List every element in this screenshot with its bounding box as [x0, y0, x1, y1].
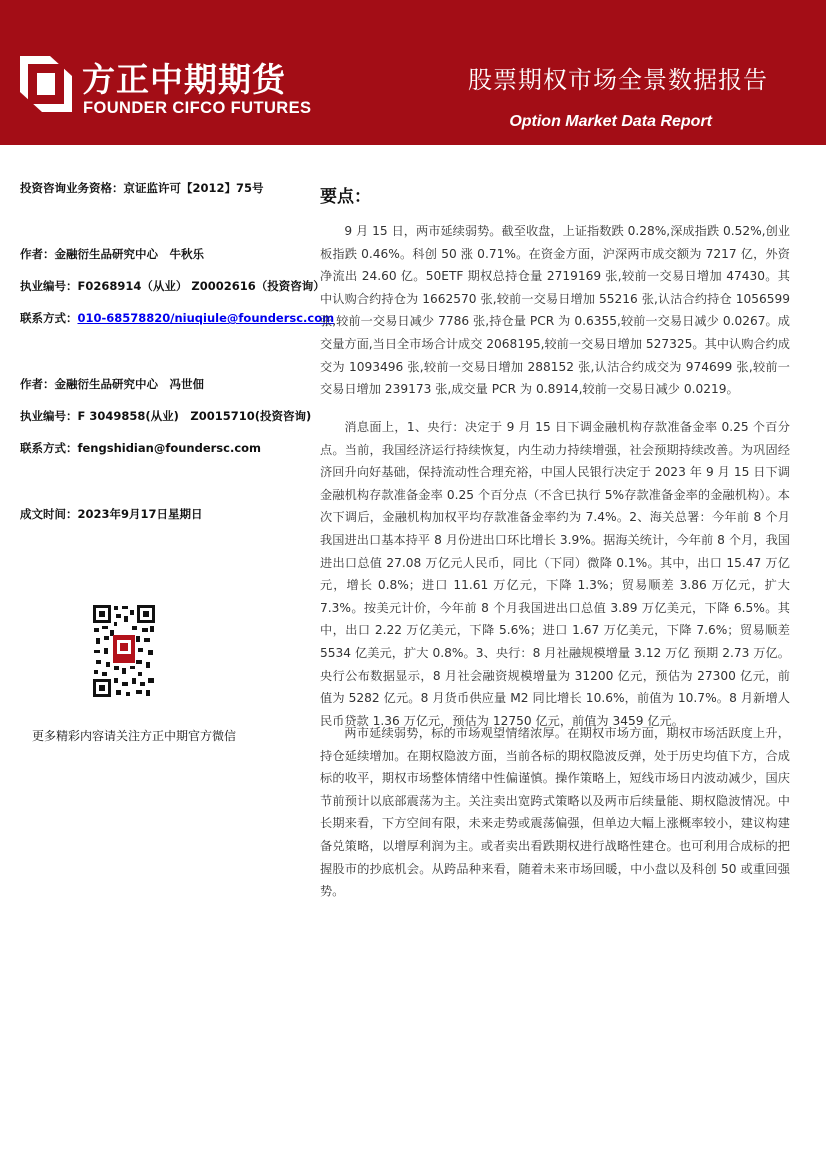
report-date: 成文时间：2023年9月17日星期日	[20, 507, 203, 521]
brand-name-en: FOUNDER CIFCO FUTURES	[83, 99, 312, 117]
section-title: 要点：	[320, 187, 371, 207]
qr-caption: 更多精彩内容请关注方正中期官方微信	[32, 729, 237, 743]
author2-name: 作者：金融衍生品研究中心 冯世佃	[20, 377, 204, 391]
author1-contact-label: 联系方式：	[20, 311, 78, 325]
strategy-paragraph: 两市延续弱势，标的市场观望情绪浓厚。在期权市场方面，期权市场活跃度上升，持仓延续增加。在期权隐波方面，当前各标的期权隐波反弹，处于历史均值下方，合成标的收平，期权市场整体情绪中性偏谨慎。操作策略上，短线市场日内波动减少，国庆节前预计以底部震荡为主。关注卖出宽跨式策略以及两市后续量能、期权隐波情况。中长期来看，下方空间有限，未来走势或震荡偏强，但单边大幅上涨概率较小，建议构建备兑策略，以增厚利润为主。或者卖出看跌期权进行战略性建仓。也可利用合成标的把握股市的抄底机会。从跨品种来看，随着未来市场回暖，中小盘以及科创 50 或重回强势。	[320, 726, 790, 899]
license-qualification: 投资咨询业务资格：京证监许可【2012】75号	[20, 181, 264, 195]
author1-contact	[20, 310, 334, 326]
news-paragraph: 消息面上，1、央行：决定于 9 月 15 日下调金融机构存款准备金率 0.25 个百分点。当前，我国经济运行持续恢复，内生动力持续增强，社会预期持续改善。为巩固经济回升向好基础，保持流动性合理充裕，中国人民银行决定于 2023 年 9 月 15 日下调金融机构存款准备金率 0.25 个百分点（不含已执行 5%存款准备金率的金融机构）。本次下调后，金融机构加权平均存款准备金率约为 7.4%。2、海关总署：今年前 8 个月我国进出口基本持平 8 月份进出口环比增长 3.9%。据海关统计，今年前 8 个月，我国进出口总值 27.08 万亿元人民币，同比（下同）微降 0.1%。其中，出口 15.47 万亿元，增长 0.8%；进口 11.61 万亿元，下降 1.3%；贸易顺差 3.86 万亿元，扩大 7.3%。按美元计价，今年前 8 个月我国进出口总值 3.89 万亿美元，下降 6.5%。其中，出口 2.22 万亿美元，下降 5.6%；进口 1.67 万亿美元，下降 7.6%；贸易顺差 5534 亿美元，扩大 0.8%。3、央行：8 月社融规模增量 3.12 万亿 预期 2.73 万亿。央行公布数据显示，8 月社会融资规模增量为 31200 亿元，预估为 27300 亿元，前值为 5282 亿元。8 月货币供应量 M2 同比增长 10.6%，前值为 10.7%。8 月新增人民币贷款 1.36 万亿元，预估为 12750 亿元，前值为 3459 亿元。	[320, 420, 790, 728]
author2-contact: 联系方式：fengshidian@foundersc.com	[20, 441, 262, 455]
brand-name-cn: 方正中期期货	[82, 60, 286, 99]
author1-name: 作者：金融衍生品研究中心 牛秋乐	[20, 247, 204, 261]
market-summary-paragraph: 9 月 15 日，两市延续弱势。截至收盘，上证指数跌 0.28%,深成指跌 0.52%,创业板指跌 0.46%。科创 50 涨 0.71%。在资金方面，沪深两市成交额为 7217 亿，外资净流出 24.60 亿。50ETF 期权总持仓量 2719169 张,较前一交易日增加 47430。其中认购合约持仓为 1662570 张,较前一交易日增加 55216 张,认沽合约持仓 1056599 张,较前一交易日减少 7786 张,持仓量 PCR 为 0.6355,较前一交易日减少 0.0267。成交量方面,当日全市场合计成交 2068195,较前一交易日增加 527325。其中认购合约成交为 1093496 张,较前一交易日增加 288152 张,认沽合约成交为 974699 张,较前一交易日增加 239173 张,成交量 PCR 为 0.8914,较前一交易日减少 0.0219。	[320, 224, 790, 397]
report-title: 股票期权市场全景数据报告	[468, 66, 768, 94]
report-header	[0, 0, 826, 145]
qr-code-icon	[92, 604, 156, 698]
author2-license: 执业编号：F 3049858(从业) Z0015710(投资咨询)	[20, 409, 312, 423]
author1-contact-link[interactable]: 010-68578820/niuqiule@foundersc.com	[77, 311, 335, 325]
author1-license: 执业编号：F0268914（从业） Z0002616（投资咨询）	[20, 279, 325, 293]
founder-logo-icon	[20, 56, 72, 112]
report-title-en: Option Market Data Report	[509, 113, 712, 130]
